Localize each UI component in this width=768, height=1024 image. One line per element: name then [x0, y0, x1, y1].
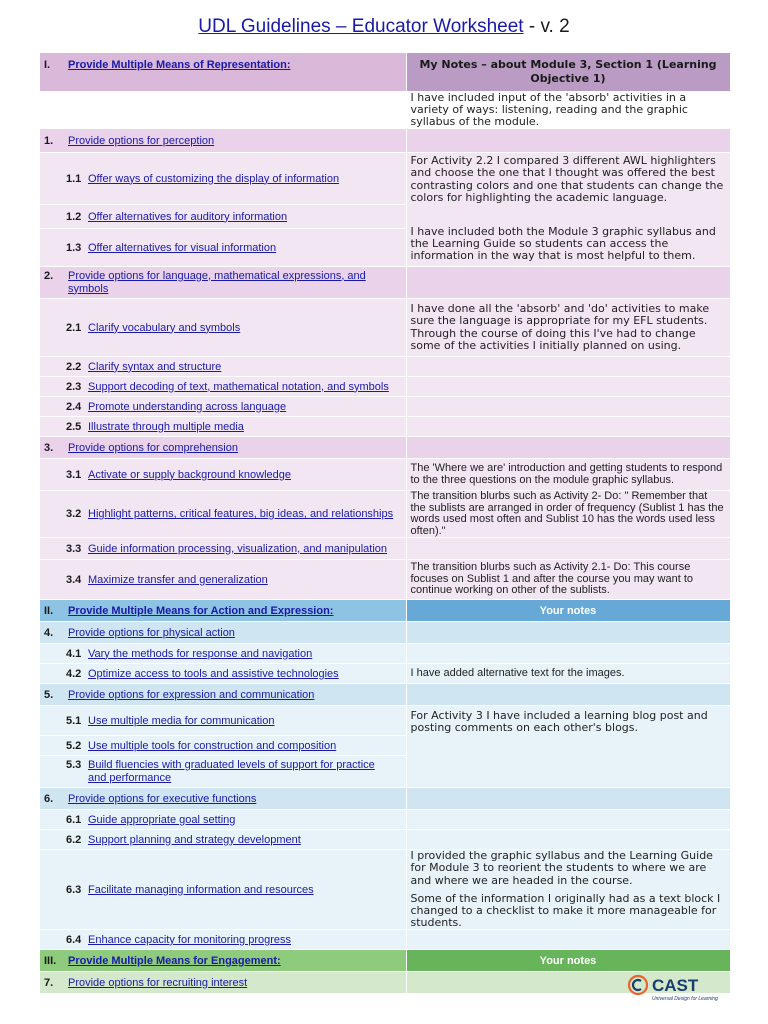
checkpoint-link[interactable]: Optimize access to tools and assistive technologies — [88, 667, 339, 680]
guideline-link[interactable]: Provide options for physical action — [68, 626, 235, 639]
checkpoint-link[interactable]: Guide appropriate goal setting — [88, 813, 236, 826]
checkpoint-link[interactable]: Offer alternatives for auditory information — [88, 210, 288, 223]
note-cell[interactable] — [406, 684, 730, 706]
checkpoint-number: 2.3 — [66, 380, 82, 393]
guideline-cell — [40, 622, 406, 644]
guideline-number: 5. — [44, 688, 54, 701]
checkpoint-cell — [40, 560, 406, 600]
note-cell[interactable] — [406, 129, 730, 153]
guideline-link[interactable]: Provide options for language, mathematical expressions, and symbols — [68, 269, 366, 295]
checkpoint-row — [40, 706, 730, 736]
note-cell[interactable]: The transition blurbs such as Activity 2.1- Do: This course focuses on Sublist 1 and after the course you may want to continue working on other of the sublists. — [406, 560, 730, 600]
guideline-cell — [40, 684, 406, 706]
checkpoint-row — [40, 153, 730, 205]
checkpoint-number: 5.1 — [66, 714, 82, 727]
logo-wordmark: CAST — [652, 976, 699, 995]
guideline-number: 4. — [44, 626, 54, 639]
checkpoint-link[interactable]: Illustrate through multiple media — [88, 420, 244, 433]
checkpoint-link[interactable]: Clarify syntax and structure — [88, 360, 222, 373]
checkpoint-cell — [40, 357, 406, 377]
checkpoint-cell — [40, 644, 406, 664]
principle-cell — [40, 950, 406, 972]
principle-number: II. — [44, 604, 54, 617]
checkpoint-link[interactable]: Enhance capacity for monitoring progress — [88, 933, 291, 946]
checkpoint-link[interactable]: Vary the methods for response and navigation — [88, 647, 313, 660]
guideline-link[interactable]: Provide options for comprehension — [68, 441, 238, 454]
principle-cell — [40, 53, 406, 91]
checkpoint-row — [40, 397, 730, 417]
note-text: Some of the information I originally had as a text block I changed to a checklist to make it more manageable for students. — [410, 891, 721, 930]
checkpoint-cell — [40, 850, 406, 930]
checkpoint-number: 1.1 — [66, 172, 82, 185]
checkpoint-number: 3.2 — [66, 508, 82, 521]
checkpoint-cell — [40, 397, 406, 417]
note-cell[interactable]: I have included input of the 'absorb' activities in a variety of ways: listening, reading and the graphic syllabus of the module. — [406, 91, 730, 129]
guideline-link[interactable]: Provide options for executive functions — [68, 792, 257, 805]
checkpoint-cell — [40, 229, 406, 267]
checkpoint-link[interactable]: Use multiple tools for construction and composition — [88, 739, 337, 752]
note-text: I provided the graphic syllabus and the Learning Guide for Module 3 to reorient the students to where we are and where we are headed in the course. — [410, 849, 713, 887]
checkpoint-row — [40, 299, 730, 357]
checkpoint-number: 2.1 — [66, 321, 82, 334]
checkpoint-row — [40, 664, 730, 684]
guideline-link[interactable]: Provide options for recruiting interest — [68, 976, 248, 989]
checkpoint-number: 1.3 — [66, 241, 82, 254]
note-cell[interactable] — [406, 850, 730, 930]
principle-row — [40, 53, 730, 91]
note-cell[interactable]: I have done all the 'absorb' and 'do' activities to make sure the language is appropriate for my EFL students. Through the course of doing this I've had to change some of the activities I initially planned on using. — [406, 299, 730, 357]
checkpoint-row — [40, 491, 730, 538]
note-cell[interactable] — [406, 538, 730, 560]
principle-row — [40, 950, 730, 972]
checkpoint-link[interactable]: Clarify vocabulary and symbols — [88, 321, 241, 334]
checkpoint-cell — [40, 664, 406, 684]
cast-logo-icon — [626, 974, 726, 1002]
checkpoint-link[interactable]: Highlight patterns, critical features, big ideas, and relationships — [88, 508, 394, 521]
checkpoint-link[interactable]: Offer ways of customizing the display of information — [88, 172, 340, 185]
checkpoint-cell — [40, 377, 406, 397]
title-version: - v. 2 — [523, 16, 570, 37]
note-cell[interactable] — [406, 810, 730, 830]
checkpoint-number: 2.4 — [66, 400, 82, 413]
guideline-link[interactable]: Provide options for perception — [68, 134, 215, 147]
principle-number: III. — [44, 954, 57, 967]
checkpoint-cell — [40, 299, 406, 357]
guideline-number: 3. — [44, 441, 54, 454]
checkpoint-number: 6.3 — [66, 883, 82, 896]
checkpoint-link[interactable]: Offer alternatives for visual information — [88, 241, 277, 254]
note-cell[interactable]: The transition blurbs such as Activity 2- Do: " Remember that the sublists are arranged in order of frequency (Sublist 1 has the words used most often and Sublist 10 has the words used less often)." — [406, 491, 730, 538]
checkpoint-row — [40, 377, 730, 397]
checkpoint-number: 5.2 — [66, 739, 82, 752]
title-link[interactable]: UDL Guidelines – Educator Worksheet — [198, 16, 524, 37]
checkpoint-number: 4.1 — [66, 647, 82, 660]
checkpoint-cell — [40, 459, 406, 491]
guideline-link[interactable]: Provide options for expression and communication — [68, 688, 315, 701]
checkpoint-link[interactable]: Guide information processing, visualization, and manipulation — [88, 542, 388, 555]
checkpoint-link[interactable]: Promote understanding across language — [88, 400, 287, 413]
checkpoint-number: 1.2 — [66, 210, 82, 223]
checkpoint-cell — [40, 417, 406, 437]
checkpoint-cell — [40, 153, 406, 205]
checkpoint-number: 5.3 — [66, 758, 82, 771]
checkpoint-row — [40, 417, 730, 437]
logo-tagline: Universal Design for Learning — [652, 996, 718, 1002]
checkpoint-cell — [40, 706, 406, 736]
checkpoint-cell — [40, 756, 406, 788]
guideline-number: 7. — [44, 976, 54, 989]
checkpoint-row — [40, 357, 730, 377]
checkpoint-link[interactable]: Support planning and strategy development — [88, 833, 301, 846]
checkpoint-link[interactable]: Facilitate managing information and resources — [88, 883, 314, 896]
checkpoint-cell — [40, 538, 406, 560]
checkpoint-row — [40, 810, 730, 830]
page-title — [0, 16, 768, 38]
table-row — [40, 91, 730, 129]
guideline-number: 1. — [44, 134, 54, 147]
checkpoint-number: 6.1 — [66, 813, 82, 826]
note-cell[interactable] — [406, 397, 730, 417]
notes-heading: My Notes – about Module 3, Section 1 (Learning Objective 1) — [406, 53, 730, 91]
note-cell[interactable]: The 'Where we are' introduction and getting students to respond to the three questions on the module graphic syllabus. — [406, 459, 730, 491]
cast-logo — [626, 974, 726, 1002]
checkpoint-link[interactable]: Support decoding of text, mathematical notation, and symbols — [88, 380, 389, 393]
checkpoint-cell — [40, 810, 406, 830]
note-cell[interactable] — [406, 930, 730, 950]
checkpoint-number: 3.4 — [66, 573, 82, 586]
empty-cell — [40, 91, 406, 129]
checkpoint-cell — [40, 491, 406, 538]
notes-heading: Your notes — [406, 600, 730, 622]
checkpoint-number: 6.2 — [66, 833, 82, 846]
note-cell[interactable] — [406, 622, 730, 644]
principle-link[interactable]: Provide Multiple Means for Engagement: — [68, 954, 281, 967]
checkpoint-number: 3.1 — [66, 468, 82, 481]
checkpoint-row — [40, 850, 730, 930]
checkpoint-row — [40, 560, 730, 600]
note-cell[interactable]: I have added alternative text for the images. — [406, 664, 730, 684]
checkpoint-row — [40, 644, 730, 664]
guideline-cell — [40, 267, 406, 299]
checkpoint-number: 2.5 — [66, 420, 82, 433]
checkpoint-row — [40, 538, 730, 560]
note-cell[interactable] — [406, 788, 730, 810]
principle-cell — [40, 600, 406, 622]
principle-link[interactable]: Provide Multiple Means for Action and Expression: — [68, 604, 334, 617]
note-cell[interactable] — [406, 357, 730, 377]
checkpoint-link[interactable]: Build fluencies with graduated levels of support for practice and performance — [88, 758, 375, 784]
checkpoint-link[interactable]: Activate or supply background knowledge — [88, 468, 292, 481]
guideline-cell — [40, 972, 406, 994]
guideline-row — [40, 788, 730, 810]
checkpoint-number: 4.2 — [66, 667, 82, 680]
guideline-row — [40, 437, 730, 459]
checkpoint-row — [40, 830, 730, 850]
checkpoint-cell — [40, 830, 406, 850]
note-text: I have included both the Module 3 graphic syllabus and the Learning Guide so students can access the information in the way that is most helpful to them. — [410, 224, 716, 263]
guideline-row — [40, 622, 730, 644]
checkpoint-row — [40, 459, 730, 491]
guideline-row — [40, 129, 730, 153]
checkpoint-number: 2.2 — [66, 360, 82, 373]
principle-number: I. — [44, 59, 51, 71]
note-cell[interactable] — [406, 267, 730, 299]
guideline-row — [40, 267, 730, 299]
note-cell[interactable] — [406, 830, 730, 850]
note-cell[interactable] — [406, 377, 730, 397]
guideline-cell — [40, 788, 406, 810]
checkpoint-link[interactable]: Maximize transfer and generalization — [88, 573, 268, 586]
guideline-row — [40, 684, 730, 706]
checkpoint-cell — [40, 205, 406, 229]
guideline-number: 2. — [44, 269, 54, 282]
note-cell[interactable] — [406, 417, 730, 437]
checkpoint-number: 6.4 — [66, 933, 82, 946]
note-cell[interactable] — [406, 644, 730, 664]
note-text: For Activity 2.2 I compared 3 different AWL highlighters and choose the one that I thought was offered the best contrasting colors and one that students can change the colors for highlighting the academic language. — [410, 154, 724, 204]
checkpoint-cell — [40, 736, 406, 756]
guideline-cell — [40, 437, 406, 459]
principle-link[interactable]: Provide Multiple Means of Representation: — [68, 59, 291, 71]
note-cell[interactable] — [406, 153, 730, 267]
guideline-cell — [40, 129, 406, 153]
note-cell[interactable] — [406, 437, 730, 459]
guideline-number: 6. — [44, 792, 54, 805]
principle-row — [40, 600, 730, 622]
checkpoint-cell — [40, 930, 406, 950]
guidelines-table — [40, 53, 731, 994]
checkpoint-row — [40, 930, 730, 950]
notes-heading: Your notes — [406, 950, 730, 972]
note-cell[interactable]: For Activity 3 I have included a learning blog post and posting comments on each other's blogs. — [406, 706, 730, 788]
checkpoint-link[interactable]: Use multiple media for communication — [88, 714, 275, 727]
checkpoint-number: 3.3 — [66, 542, 82, 555]
